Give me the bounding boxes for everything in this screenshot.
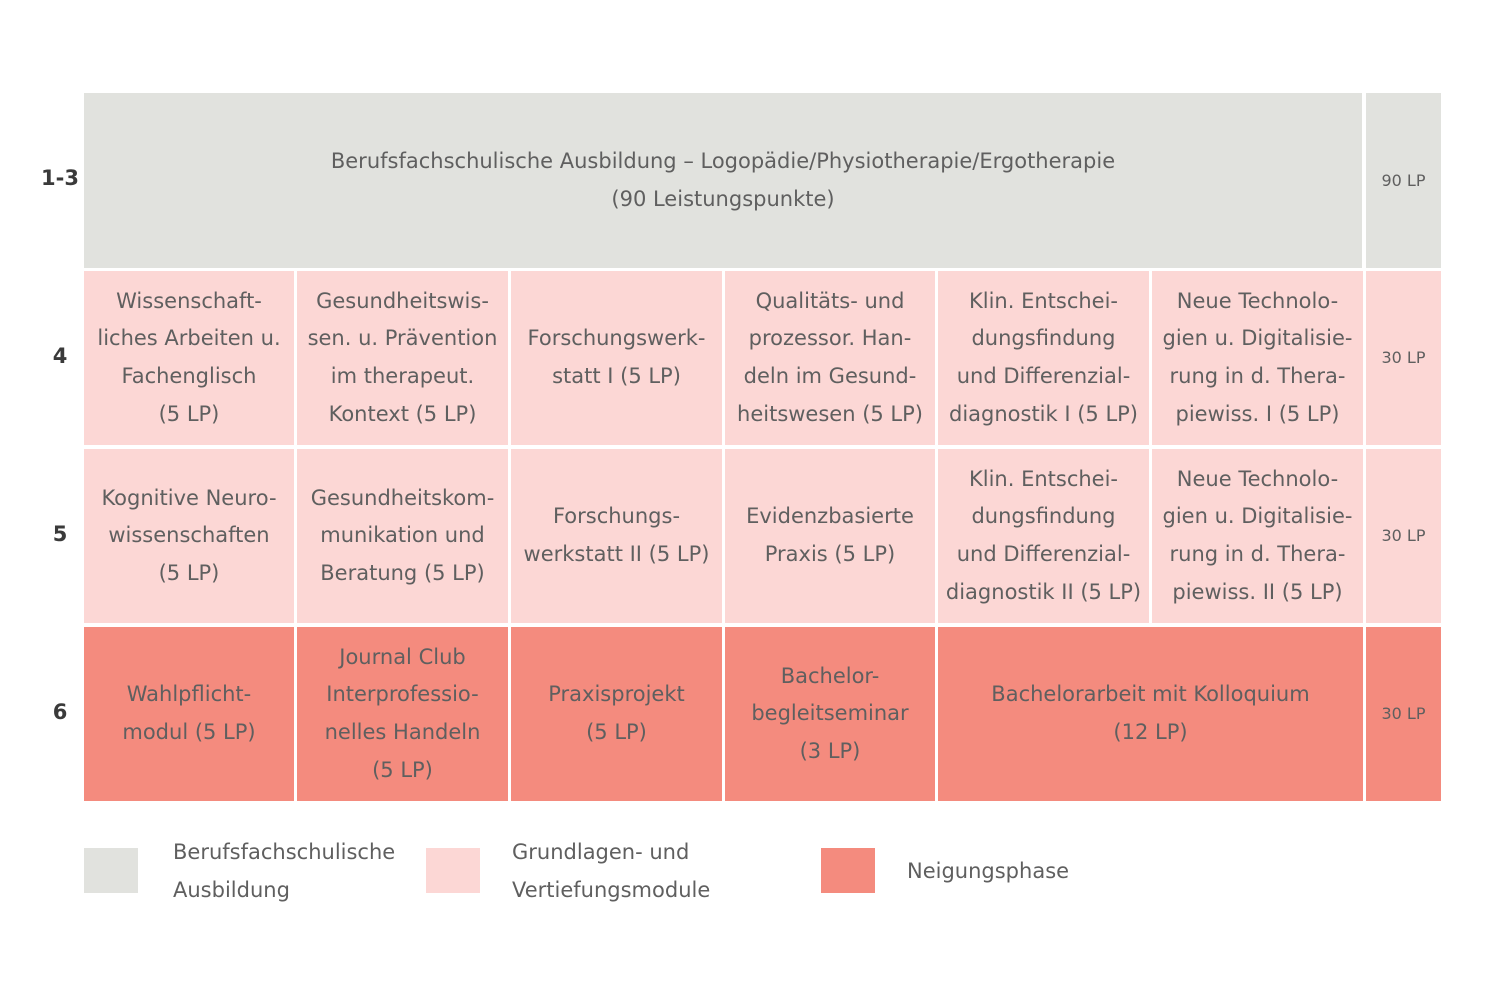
legend-line: Vertiefungsmodule (512, 877, 711, 902)
lp-total: 30 LP (1366, 271, 1441, 445)
legend-label (512, 834, 710, 909)
module-line: nelles Handeln (324, 720, 481, 744)
module-cell (84, 271, 294, 445)
module-line: Klin. Entschei- (968, 466, 1119, 491)
module-cell (84, 449, 294, 623)
module-line: rung in d. Thera- (1169, 542, 1346, 566)
module-line: und Differenzial- (956, 542, 1131, 566)
lp-total: 30 LP (1366, 627, 1441, 801)
module-line: im therapeut. (330, 364, 475, 388)
module-line: diagnostik I (5 LP) (948, 401, 1139, 426)
module-line: gien u. Digitalisie- (1162, 504, 1353, 529)
module-line: Neue Technolo- (1176, 466, 1339, 491)
module-line: Beratung (5 LP) (320, 560, 485, 585)
module-line: prozessor. Han- (748, 326, 912, 351)
module-line: sen. u. Prävention (307, 326, 498, 351)
legend-swatch-grundlagen (426, 848, 480, 893)
module-line: deln im Gesund- (743, 364, 917, 388)
module-line: Kognitive Neuro- (101, 485, 277, 510)
module-cell (938, 449, 1149, 623)
module-line: Neue Technolo- (1176, 288, 1339, 313)
module-cell (725, 271, 935, 445)
module-cell (1152, 449, 1363, 623)
module-line: rung in d. Thera- (1169, 364, 1346, 388)
semester-label: 5 (52, 522, 68, 546)
module-line: piewiss. II (5 LP) (1172, 579, 1343, 604)
module-line: Wahlpflicht- (126, 682, 252, 707)
module-line: (5 LP) (158, 401, 220, 426)
module-line: Evidenzbasierte (746, 504, 914, 529)
module-line: munikation und (320, 523, 485, 548)
module-line: Praxis (5 LP) (764, 542, 896, 566)
module-line: modul (5 LP) (122, 720, 256, 744)
module-cell (297, 449, 508, 623)
module-cell (938, 271, 1149, 445)
module-cell (297, 627, 508, 801)
legend-swatch-neigungsphase (821, 848, 875, 893)
module-line: Qualitäts- und (755, 288, 905, 313)
module-line: Gesundheitswis- (316, 288, 489, 313)
module-line: Kontext (5 LP) (328, 401, 477, 426)
module-cell (511, 627, 722, 801)
module-line: (5 LP) (158, 560, 220, 585)
module-line: Wissenschaft- (116, 288, 262, 313)
legend-line: Ausbildung (173, 877, 290, 902)
legend-label (907, 853, 1069, 891)
module-line: (12 LP) (1113, 720, 1188, 744)
module-line: heitswesen (5 LP) (737, 401, 923, 426)
legend-label (173, 834, 395, 909)
module-berufsfachschulische-ausbildung (84, 93, 1362, 268)
module-line: dungsfindung (971, 504, 1116, 529)
module-line: und Differenzial- (956, 364, 1131, 388)
module-line: liches Arbeiten u. (97, 326, 281, 351)
lp-total: 90 LP (1366, 93, 1441, 268)
module-line: diagnostik II (5 LP) (945, 579, 1142, 604)
module-line: (90 Leistungspunkte) (611, 186, 835, 211)
module-cell (1152, 271, 1363, 445)
legend-line: Grundlagen- und (512, 840, 690, 864)
module-line: gien u. Digitalisie- (1162, 326, 1353, 351)
module-line: wissenschaften (108, 523, 270, 548)
module-cell (84, 627, 294, 801)
module-line: (5 LP) (586, 720, 647, 744)
module-line: Gesundheitskom- (310, 485, 495, 510)
legend-line: Neigungsphase (907, 859, 1070, 883)
semester-label: 4 (52, 344, 68, 368)
module-line: Journal Club (339, 644, 466, 669)
lp-total: 30 LP (1366, 449, 1441, 623)
module-cell (725, 627, 935, 801)
module-line: werkstatt II (5 LP) (523, 542, 710, 566)
module-line: (5 LP) (372, 757, 433, 782)
module-cell (297, 271, 508, 445)
module-line: begleitseminar (751, 701, 909, 726)
module-line: Fachenglisch (121, 364, 257, 388)
semester-label: 6 (52, 700, 68, 724)
legend-swatch-berufsfachschulisch (84, 848, 138, 893)
module-cell (938, 627, 1363, 801)
module-cell (511, 449, 722, 623)
module-cell (511, 271, 722, 445)
module-line: Forschungs- (552, 504, 681, 529)
module-line: statt I (5 LP) (552, 364, 681, 388)
module-line: Praxisprojekt (548, 682, 685, 707)
module-line: piewiss. I (5 LP) (1175, 401, 1340, 426)
semester-label: 1-3 (41, 166, 79, 190)
module-line: Interprofessio- (326, 682, 479, 707)
module-line: Forschungswerk- (527, 326, 706, 351)
module-line: Bachelorarbeit mit Kolloquium (991, 682, 1310, 707)
module-cell (725, 449, 935, 623)
module-line: Berufsfachschulische Ausbildung – Logopädie/Physiotherapie/Ergotherapie (330, 148, 1116, 173)
module-line: Bachelor- (780, 663, 880, 688)
module-line: (3 LP) (799, 738, 861, 763)
module-line: Klin. Entschei- (968, 288, 1119, 313)
legend-line: Berufsfachschulische (173, 840, 396, 864)
module-line: dungsfindung (971, 326, 1116, 351)
